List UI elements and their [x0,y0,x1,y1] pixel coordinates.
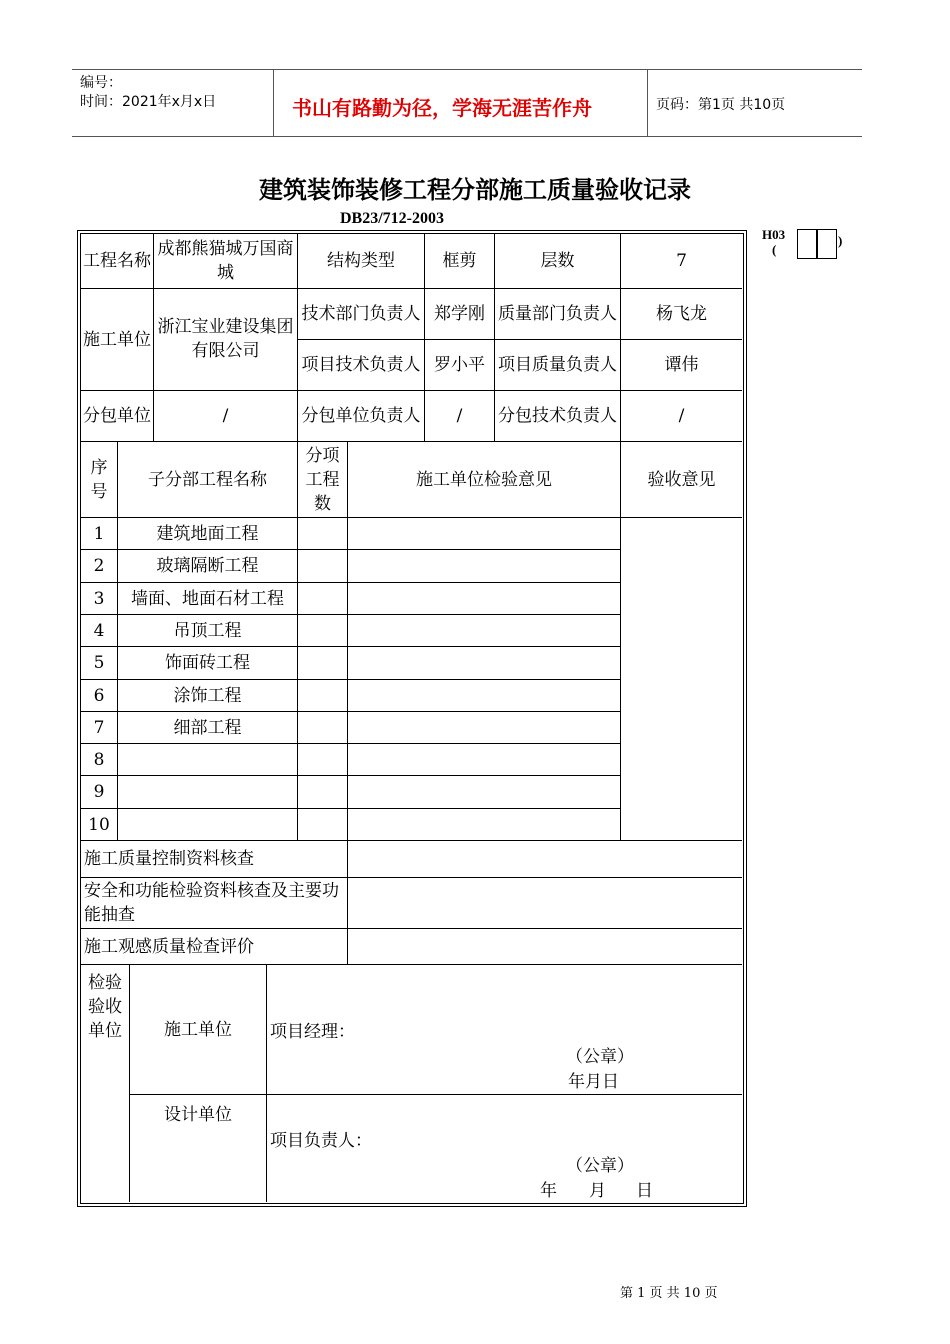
structure-type-value[interactable]: 框剪 [425,234,495,289]
row-opinion[interactable] [348,647,621,680]
row-count[interactable] [298,615,348,647]
sub-head-value[interactable]: / [425,391,495,442]
structure-type-label: 结构类型 [298,234,425,289]
project-manager-label: 项目经理： [270,1022,355,1042]
form-code-text: H03 [762,227,786,242]
row-no: 2 [81,550,118,583]
standard-code: DB23/712-2003 [340,210,444,227]
row-no: 6 [81,680,118,712]
row-count[interactable] [298,583,348,615]
row-name: 玻璃隔断工程 [118,550,298,583]
project-quality-head-value[interactable]: 谭伟 [621,340,742,391]
contractor-date: 年月日 [568,1072,619,1092]
acceptance-opinion-cell[interactable] [621,518,742,841]
header-divider [273,69,274,136]
row-no: 9 [81,776,118,809]
row-name: 涂饰工程 [118,680,298,712]
row-name: 细部工程 [118,712,298,744]
header-divider [647,69,648,136]
row-no: 5 [81,647,118,680]
row-opinion[interactable] [348,583,621,615]
row-name: 建筑地面工程 [118,518,298,550]
column-header-count: 分项工程数 [298,442,348,518]
contractor-unit-label: 施工单位 [130,965,267,1095]
row-count[interactable] [298,550,348,583]
header-top-rule [72,69,862,70]
row-count[interactable] [298,680,348,712]
row-opinion[interactable] [348,518,621,550]
quality-dept-head-label: 质量部门负责人 [495,289,621,340]
tech-dept-head-value[interactable]: 郑学刚 [425,289,495,340]
row-count[interactable] [298,647,348,680]
row-name: 吊顶工程 [118,615,298,647]
safety-function-check-value[interactable] [348,878,742,929]
contractor-label: 施工单位 [81,289,154,391]
row-opinion[interactable] [348,680,621,712]
column-header-opinion: 施工单位检验意见 [348,442,621,518]
sub-tech-head-value[interactable]: / [621,391,742,442]
form-code-box[interactable] [797,229,818,259]
contractor-seal: （公章） [566,1047,634,1067]
row-opinion[interactable] [348,744,621,776]
header-page-info: 页码：第1页 共10页 [656,97,786,113]
row-count[interactable] [298,518,348,550]
row-opinion[interactable] [348,550,621,583]
header-slogan: 书山有路勤为径，学海无涯苦作舟 [292,96,592,120]
row-no: 4 [81,615,118,647]
row-no: 10 [81,809,118,841]
row-name: 饰面砖工程 [118,647,298,680]
row-count[interactable] [298,776,348,809]
designer-date-month: 月 [589,1181,606,1201]
acceptance-units-label: 检验验收单位 [81,965,130,1202]
appearance-check-label: 施工观感质量检查评价 [81,929,348,965]
project-quality-head-label: 项目质量负责人 [495,340,621,391]
designer-unit-label: 设计单位 [130,1095,267,1202]
document-number-label: 编号： [80,75,122,91]
document-time: 时间：2021年x月x日 [80,94,217,110]
sub-head-label: 分包单位负责人 [298,391,425,442]
subcontractor-label: 分包单位 [81,391,154,442]
column-header-no: 序号 [81,442,118,518]
project-tech-head-value[interactable]: 罗小平 [425,340,495,391]
floors-label: 层数 [495,234,621,289]
appearance-check-value[interactable] [348,929,742,965]
column-header-name: 子分部工程名称 [118,442,298,518]
form-code-close: ) [838,233,843,248]
form-code [762,227,785,257]
row-name: 墙面、地面石材工程 [118,583,298,615]
row-opinion[interactable] [348,712,621,744]
contractor-value[interactable]: 浙江宝业建设集团有限公司 [154,289,298,391]
designer-date-day: 日 [636,1181,653,1201]
form-code-open: ( [772,242,777,257]
row-opinion[interactable] [348,776,621,809]
quality-control-check-label: 施工质量控制资料核查 [81,841,348,878]
column-header-acceptance: 验收意见 [621,442,742,518]
row-name [118,809,298,841]
row-count[interactable] [298,712,348,744]
designer-date-year: 年 [540,1181,557,1201]
project-name-label: 工程名称 [81,234,154,289]
design-head-label: 项目负责人： [270,1131,372,1151]
row-no: 1 [81,518,118,550]
project-name-value[interactable]: 成都熊猫城万国商城 [154,234,298,289]
row-name [118,776,298,809]
sub-tech-head-label: 分包技术负责人 [495,391,621,442]
page-title: 建筑装饰装修工程分部施工质量验收记录 [259,176,691,204]
floors-value[interactable]: 7 [621,234,742,289]
row-no: 7 [81,712,118,744]
row-opinion[interactable] [348,809,621,841]
quality-control-check-value[interactable] [348,841,742,878]
designer-seal: （公章） [566,1156,634,1176]
row-opinion[interactable] [348,615,621,647]
row-count[interactable] [298,809,348,841]
safety-function-check-label: 安全和功能检验资料核查及主要功能抽查 [81,878,348,929]
header-bottom-rule [72,136,862,137]
row-count[interactable] [298,744,348,776]
tech-dept-head-label: 技术部门负责人 [298,289,425,340]
row-name [118,744,298,776]
row-no: 3 [81,583,118,615]
form-code-box[interactable] [816,229,837,259]
project-tech-head-label: 项目技术负责人 [298,340,425,391]
subcontractor-value[interactable]: / [154,391,298,442]
page-footer: 第 1 页 共 10 页 [620,1286,718,1301]
row-no: 8 [81,744,118,776]
quality-dept-head-value[interactable]: 杨飞龙 [621,289,742,340]
